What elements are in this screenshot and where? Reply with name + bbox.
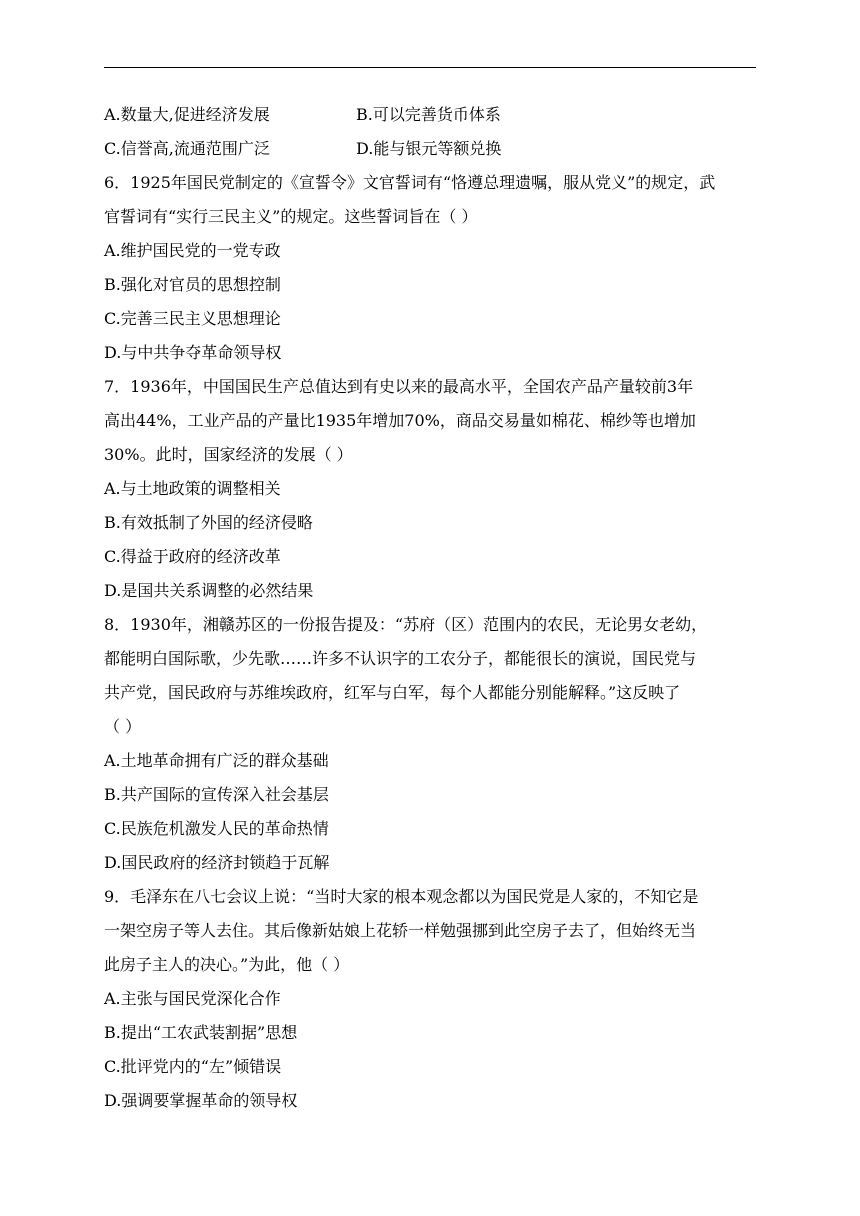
- option-d: D.强调要掌握革命的领导权: [104, 1091, 298, 1110]
- option-c: C.信誉高,流通范围广泛: [104, 139, 270, 158]
- option-a: A.维护国民党的一党专政: [104, 241, 281, 260]
- option-a: A.主张与国民党深化合作: [104, 989, 281, 1008]
- option-c: C.批评党内的“左”倾错误: [104, 1057, 282, 1076]
- option-b: B.共产国际的宣传深入社会基层: [104, 785, 329, 804]
- question-stem-line: （ ）: [104, 717, 142, 736]
- question-stem-line: 此房子主人的决心。”为此，他（ ）: [104, 955, 350, 974]
- question-stem-line: 官誓词有“实行三民主义”的规定。这些誓词旨在（ ）: [104, 207, 478, 226]
- question-stem-line: 一架空房子等人去住。其后像新姑娘上花轿一样勉强挪到此空房子去了，但始终无当: [104, 921, 697, 940]
- question-stem-line: 7．1936年，中国国民生产总值达到有史以来的最高水平，全国农产品产量较前3年: [104, 377, 694, 396]
- option-c: C.得益于政府的经济改革: [104, 547, 281, 566]
- header-rule: [104, 67, 756, 68]
- option-a: A.土地革命拥有广泛的群众基础: [104, 751, 329, 770]
- prev-options-row-1: [104, 98, 756, 132]
- option-b: B.有效抵制了外国的经济侵略: [104, 513, 313, 532]
- option-c: C.民族危机激发人民的革命热情: [104, 819, 329, 838]
- option-b: B.提出“工农武装割据”思想: [104, 1023, 298, 1042]
- question-8: [104, 608, 756, 880]
- option-c: C.完善三民主义思想理论: [104, 309, 281, 328]
- prev-options-row-2: [104, 132, 756, 166]
- question-stem-line: 都能明白国际歌，少先歌……许多不认识字的工农分子，都能很长的演说，国民党与: [104, 649, 697, 668]
- option-d: D.与中共争夺革命领导权: [104, 343, 282, 362]
- exam-content: [104, 98, 756, 1118]
- option-d: D.国民政府的经济封锁趋于瓦解: [104, 853, 330, 872]
- option-b: B.可以完善货币体系: [356, 105, 501, 124]
- option-a: A.数量大,促进经济发展: [104, 105, 270, 124]
- question-stem-line: 6．1925年国民党制定的《宣誓令》文官誓词有“恪遵总理遗嘱，服从党义”的规定，武: [104, 173, 716, 192]
- question-7: [104, 370, 756, 608]
- question-stem-line: 高出44%，工业产品的产量比1935年增加70%，商品交易量如棉花、棉纱等也增加: [104, 411, 696, 430]
- option-d: D.是国共关系调整的必然结果: [104, 581, 314, 600]
- question-9: [104, 880, 756, 1118]
- question-stem-line: 8．1930年，湘赣苏区的一份报告提及：“苏府（区）范围内的农民，无论男女老幼，: [104, 615, 708, 634]
- question-stem-line: 9．毛泽东在八七会议上说：“当时大家的根本观念都以为国民党是人家的，不知它是: [104, 887, 699, 906]
- question-6: [104, 166, 756, 370]
- option-b: B.强化对官员的思想控制: [104, 275, 281, 294]
- question-stem-line: 30%。此时，国家经济的发展（ ）: [104, 445, 353, 464]
- option-d: D.能与银元等额兑换: [356, 139, 502, 158]
- question-stem-line: 共产党，国民政府与苏维埃政府，红军与白军，每个人都能分别能解释。”这反映了: [104, 683, 681, 702]
- option-a: A.与土地政策的调整相关: [104, 479, 281, 498]
